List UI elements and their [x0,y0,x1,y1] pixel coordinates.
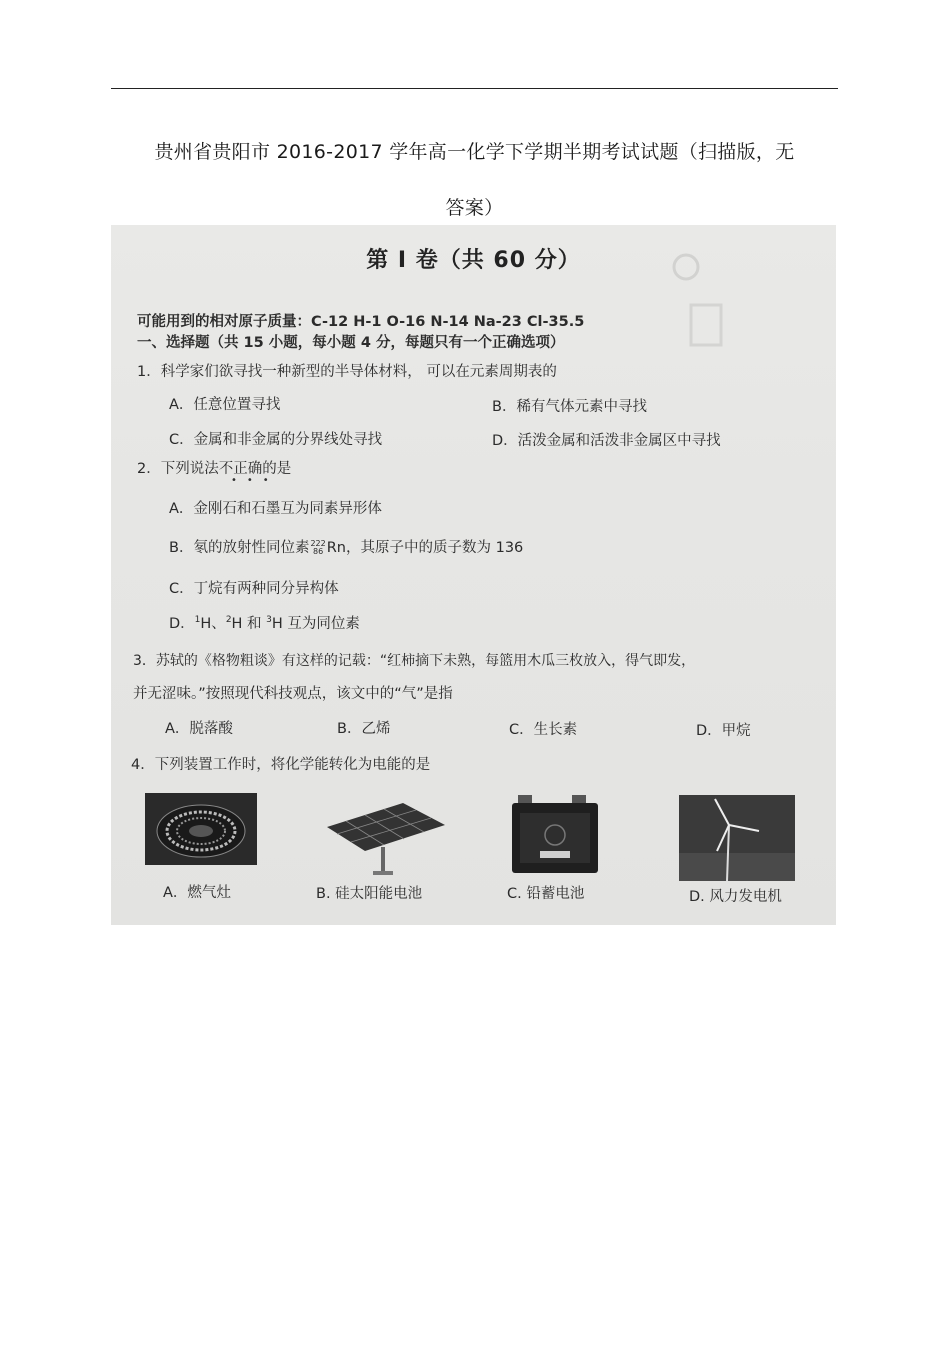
scanned-exam-page [111,225,836,925]
q4-stem: 4．下列装置工作时，将化学能转化为电能的是 [131,757,431,773]
atomic-masses: 可能用到的相对原子质量：C-12 H-1 O-16 N-14 Na-23 Cl-35.5 [137,314,585,330]
q2-option-d [169,612,360,633]
superscript-2: 2 [225,615,232,626]
q3-option-d: D．甲烷 [696,723,751,739]
q1-option-a: A．任意位置寻找 [169,397,281,413]
part-heading: 一、选择题（共 15 小题，每小题 4 分，每题只有一个正确选项） [137,335,565,351]
q3-option-a: A．脱落酸 [165,721,233,737]
emphasis-dots: ••• [231,475,279,486]
wind-turbine-image [679,795,795,881]
superscript-3: 3 [266,615,272,626]
q2-d-label: D． [169,616,195,632]
section-title: 第 Ⅰ 卷（共 60 分） [366,248,581,273]
q4-option-b: B. 硅太阳能电池 [316,886,423,902]
q2-option-a: A．金刚石和石墨互为同素异形体 [169,501,382,517]
q3-option-c: C．生长素 [509,722,578,738]
q4-option-a: A．燃气灶 [163,885,231,901]
q1-option-b: B．稀有气体元素中寻找 [492,399,647,415]
atomic-number: 86 [313,547,324,556]
q2-stem: 2．下列说法不正确的是 [137,461,292,477]
q2-d-part3: H 互为同位素 [271,616,360,632]
q4-option-d: D. 风力发电机 [689,889,782,905]
superscript-1: 1 [194,615,201,626]
title-line-1: 贵州省贵阳市 2016-2017 学年高一化学下学期半期考试试题（扫描版，无 [154,141,795,163]
q3-stem-line1: 3．苏轼的《格物粗谈》有这样的记载：“红柿摘下未熟，每篮用木瓜三枚放入，得气即发， [133,653,696,669]
mass-number: 222 [310,539,326,548]
q1-option-d: D．活泼金属和活泼非金属区中寻找 [492,433,721,449]
q2-b-rest: Rn，其原子中的质子数为 136 [326,540,524,556]
q2-d-part1: H、 [200,616,226,632]
nuclide-notation [310,540,325,556]
solar-panel-image [321,799,451,879]
q2-d-part2: H 和 [231,616,267,632]
q4-option-c: C. 铅蓄电池 [507,886,585,902]
header-rule [111,88,838,89]
q3-option-b: B．乙烯 [337,721,391,737]
q2-b-text: B．氡的放射性同位素 [169,540,310,556]
lead-acid-battery-image [510,791,602,875]
document-title [111,124,838,236]
q2-option-b [169,536,523,557]
gas-stove-image [145,793,257,865]
q3-stem-line2: 并无涩味。”按照现代科技观点，该文中的“气”是指 [133,686,453,702]
q2-option-c: C．丁烷有两种同分异构体 [169,581,339,597]
q1-stem: 1．科学家们欲寻找一种新型的半导体材料， 可以在元素周期表的 [137,364,557,380]
q1-option-c: C．金属和非金属的分界线处寻找 [169,432,383,448]
title-line-2: 答案） [445,197,504,219]
